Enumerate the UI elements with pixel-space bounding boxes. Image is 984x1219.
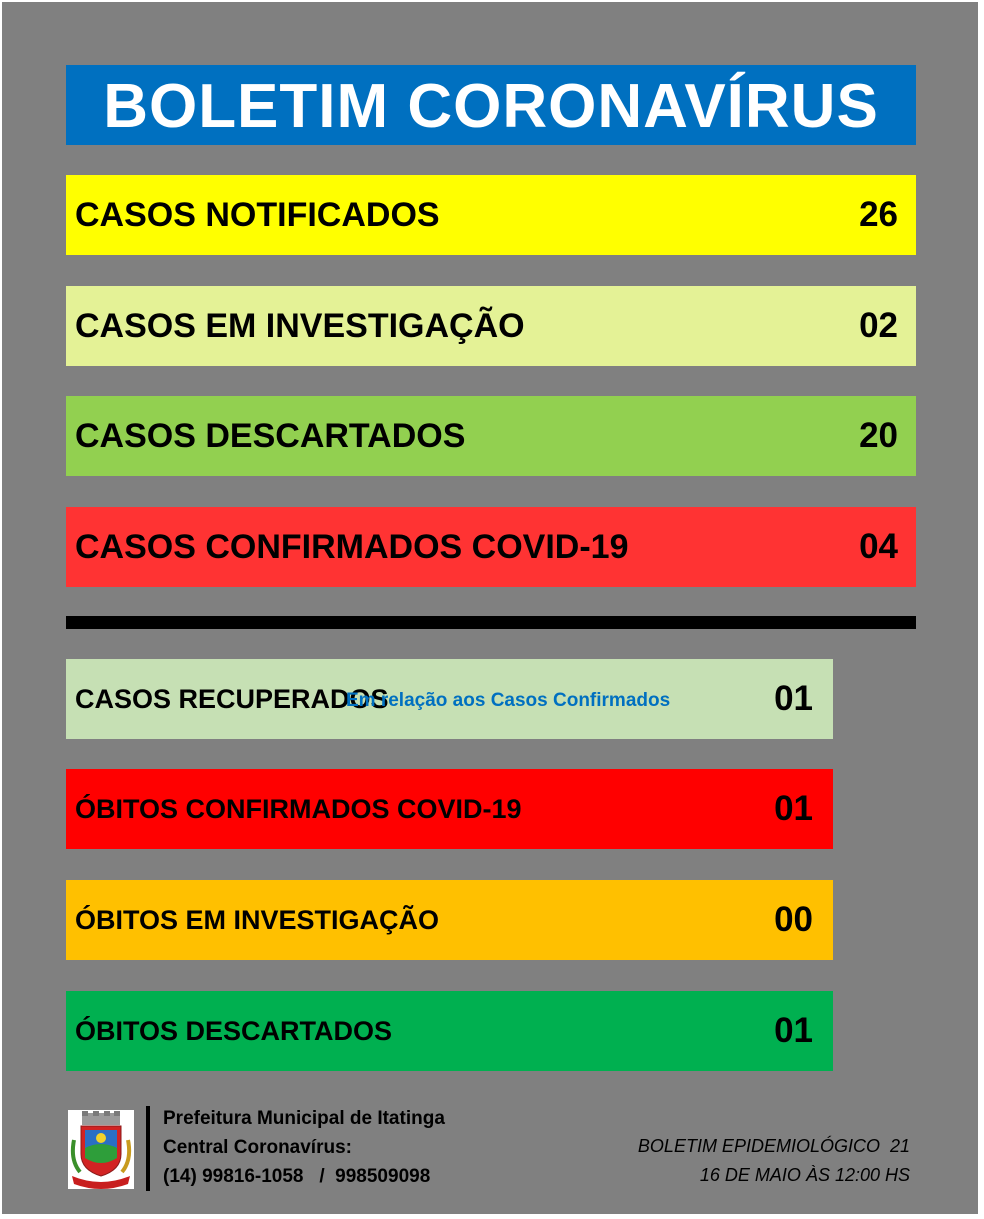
municipal-crest-icon [68, 1110, 134, 1189]
recuperados-note: Em relação aos Casos Confirmados [346, 690, 671, 711]
row-value: 00 [774, 900, 813, 939]
row-obitos-confirmados [66, 769, 833, 849]
row-casos-descartados [66, 396, 916, 476]
footer-phones: (14) 99816-1058 / 998509098 [163, 1166, 431, 1187]
section-divider [66, 616, 916, 629]
row-value: 01 [774, 679, 813, 718]
row-obitos-em-investigacao [66, 880, 833, 960]
row-value: 04 [859, 527, 898, 566]
bulletin-number: BOLETIM EPIDEMIOLÓGICO 21 [637, 1136, 910, 1156]
row-label: CASOS EM INVESTIGAÇÃO [75, 306, 525, 345]
row-value: 02 [859, 306, 898, 345]
footer-separator [146, 1106, 150, 1191]
footer-central: Central Coronavírus: [163, 1137, 352, 1158]
row-value: 01 [774, 1011, 813, 1050]
footer-org: Prefeitura Municipal de Itatinga [163, 1108, 445, 1129]
row-value: 26 [859, 195, 898, 234]
row-label: ÓBITOS DESCARTADOS [75, 1015, 393, 1046]
row-label: CASOS RECUPERADOS [75, 683, 389, 714]
row-casos-confirmados [66, 507, 916, 587]
bulletin-title: BOLETIM CORONAVÍRUS [66, 65, 916, 145]
row-value: 01 [774, 789, 813, 828]
row-obitos-descartados [66, 991, 833, 1071]
footer-bulletin-info [638, 1132, 910, 1190]
row-label: CASOS DESCARTADOS [75, 416, 466, 455]
row-value: 20 [859, 416, 898, 455]
bulletin-date: 16 DE MAIO ÀS 12:00 HS [699, 1165, 910, 1185]
footer-contact [163, 1104, 445, 1191]
crest-svg [68, 1110, 134, 1189]
row-label: ÓBITOS EM INVESTIGAÇÃO [75, 904, 440, 935]
row-label: ÓBITOS CONFIRMADOS COVID-19 [75, 793, 522, 824]
row-casos-em-investigacao [66, 286, 916, 366]
row-casos-notificados [66, 175, 916, 255]
row-label: CASOS CONFIRMADOS COVID-19 [75, 527, 629, 566]
row-label: CASOS NOTIFICADOS [75, 195, 440, 234]
